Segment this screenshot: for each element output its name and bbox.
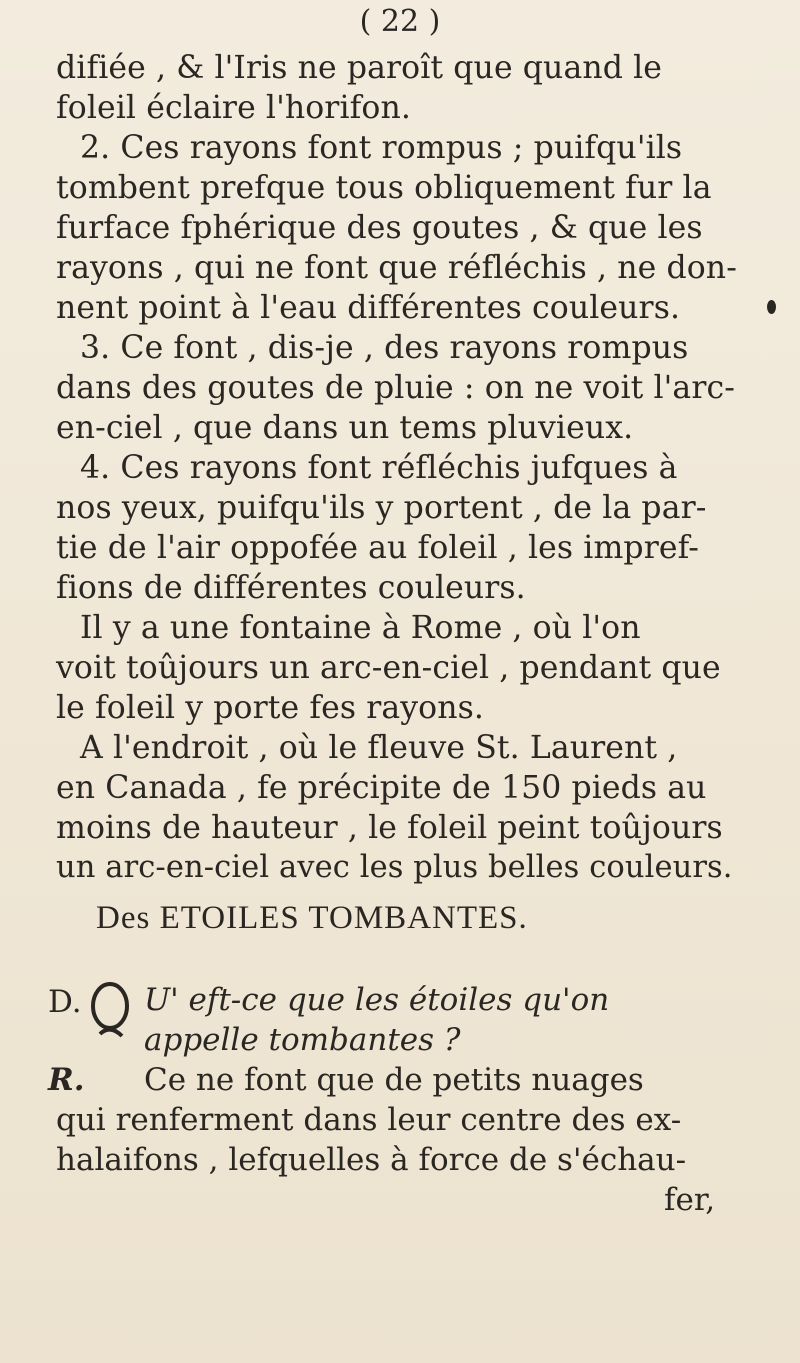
- text-line: en-ciel , que dans un tems pluvieux.: [56, 410, 634, 446]
- text-line: nos yeux, puifqu'ils y portent , de la par-: [56, 490, 707, 526]
- text-line: difiée , & l'Iris ne paroît que quand le: [56, 50, 663, 86]
- text-line: voit toûjours un arc-en-ciel , pendant que: [56, 650, 721, 686]
- text-line: furface fphérique des goutes , & que les: [56, 210, 703, 246]
- question-line: U' eft-ce que les étoiles qu'on: [144, 982, 610, 1018]
- text-line: 4. Ces rayons font réfléchis jufques à: [80, 450, 678, 486]
- text-line: moins de hauteur , le foleil peint toûjours: [56, 810, 723, 846]
- answer-line: halaifons , lefquelles à force de s'échau-: [56, 1142, 687, 1178]
- text-line: foleil éclaire l'horifon.: [56, 90, 411, 126]
- text-line: rayons , qui ne font que réfléchis , ne don-: [56, 250, 737, 286]
- text-line: dans des goutes de pluie : on ne voit l'arc-: [56, 370, 735, 406]
- text-line: le foleil y porte fes rayons.: [56, 690, 484, 726]
- text-line: nent point à l'eau différentes couleurs.: [56, 290, 681, 326]
- page-number-header: ( 22 ): [359, 4, 441, 39]
- text-line: A l'endroit , où le fleuve St. Laurent ,: [80, 730, 678, 766]
- answer-line: Ce ne font que de petits nuages: [144, 1062, 644, 1098]
- text-line: un arc-en-ciel avec les plus belles couleurs.: [56, 850, 733, 885]
- question-line: appelle tombantes ?: [144, 1022, 461, 1058]
- answer-label: R.: [48, 1062, 85, 1098]
- text-line: 2. Ces rayons font rompus ; puifqu'ils: [80, 130, 683, 166]
- ink-spot: [767, 300, 776, 314]
- text-line: 3. Ce font , dis-je , des rayons rompus: [80, 330, 689, 366]
- text-line: en Canada , fe précipite de 150 pieds au: [56, 770, 707, 806]
- text-line: Il y a une fontaine à Rome , où l'on: [80, 610, 641, 646]
- text-line: tie de l'air oppofée au foleil , les impref-: [56, 530, 699, 566]
- answer-line: qui renferment dans leur centre des ex-: [56, 1102, 682, 1138]
- text-line: tombent prefque tous obliquement fur la: [56, 170, 712, 206]
- question-label: D.: [48, 984, 82, 1020]
- dropcap-q-icon: [88, 978, 132, 1042]
- catchword: fer,: [664, 1182, 716, 1218]
- section-title: Des ETOILES TOMBANTES.: [96, 900, 528, 936]
- text-line: fions de différentes couleurs.: [56, 570, 526, 606]
